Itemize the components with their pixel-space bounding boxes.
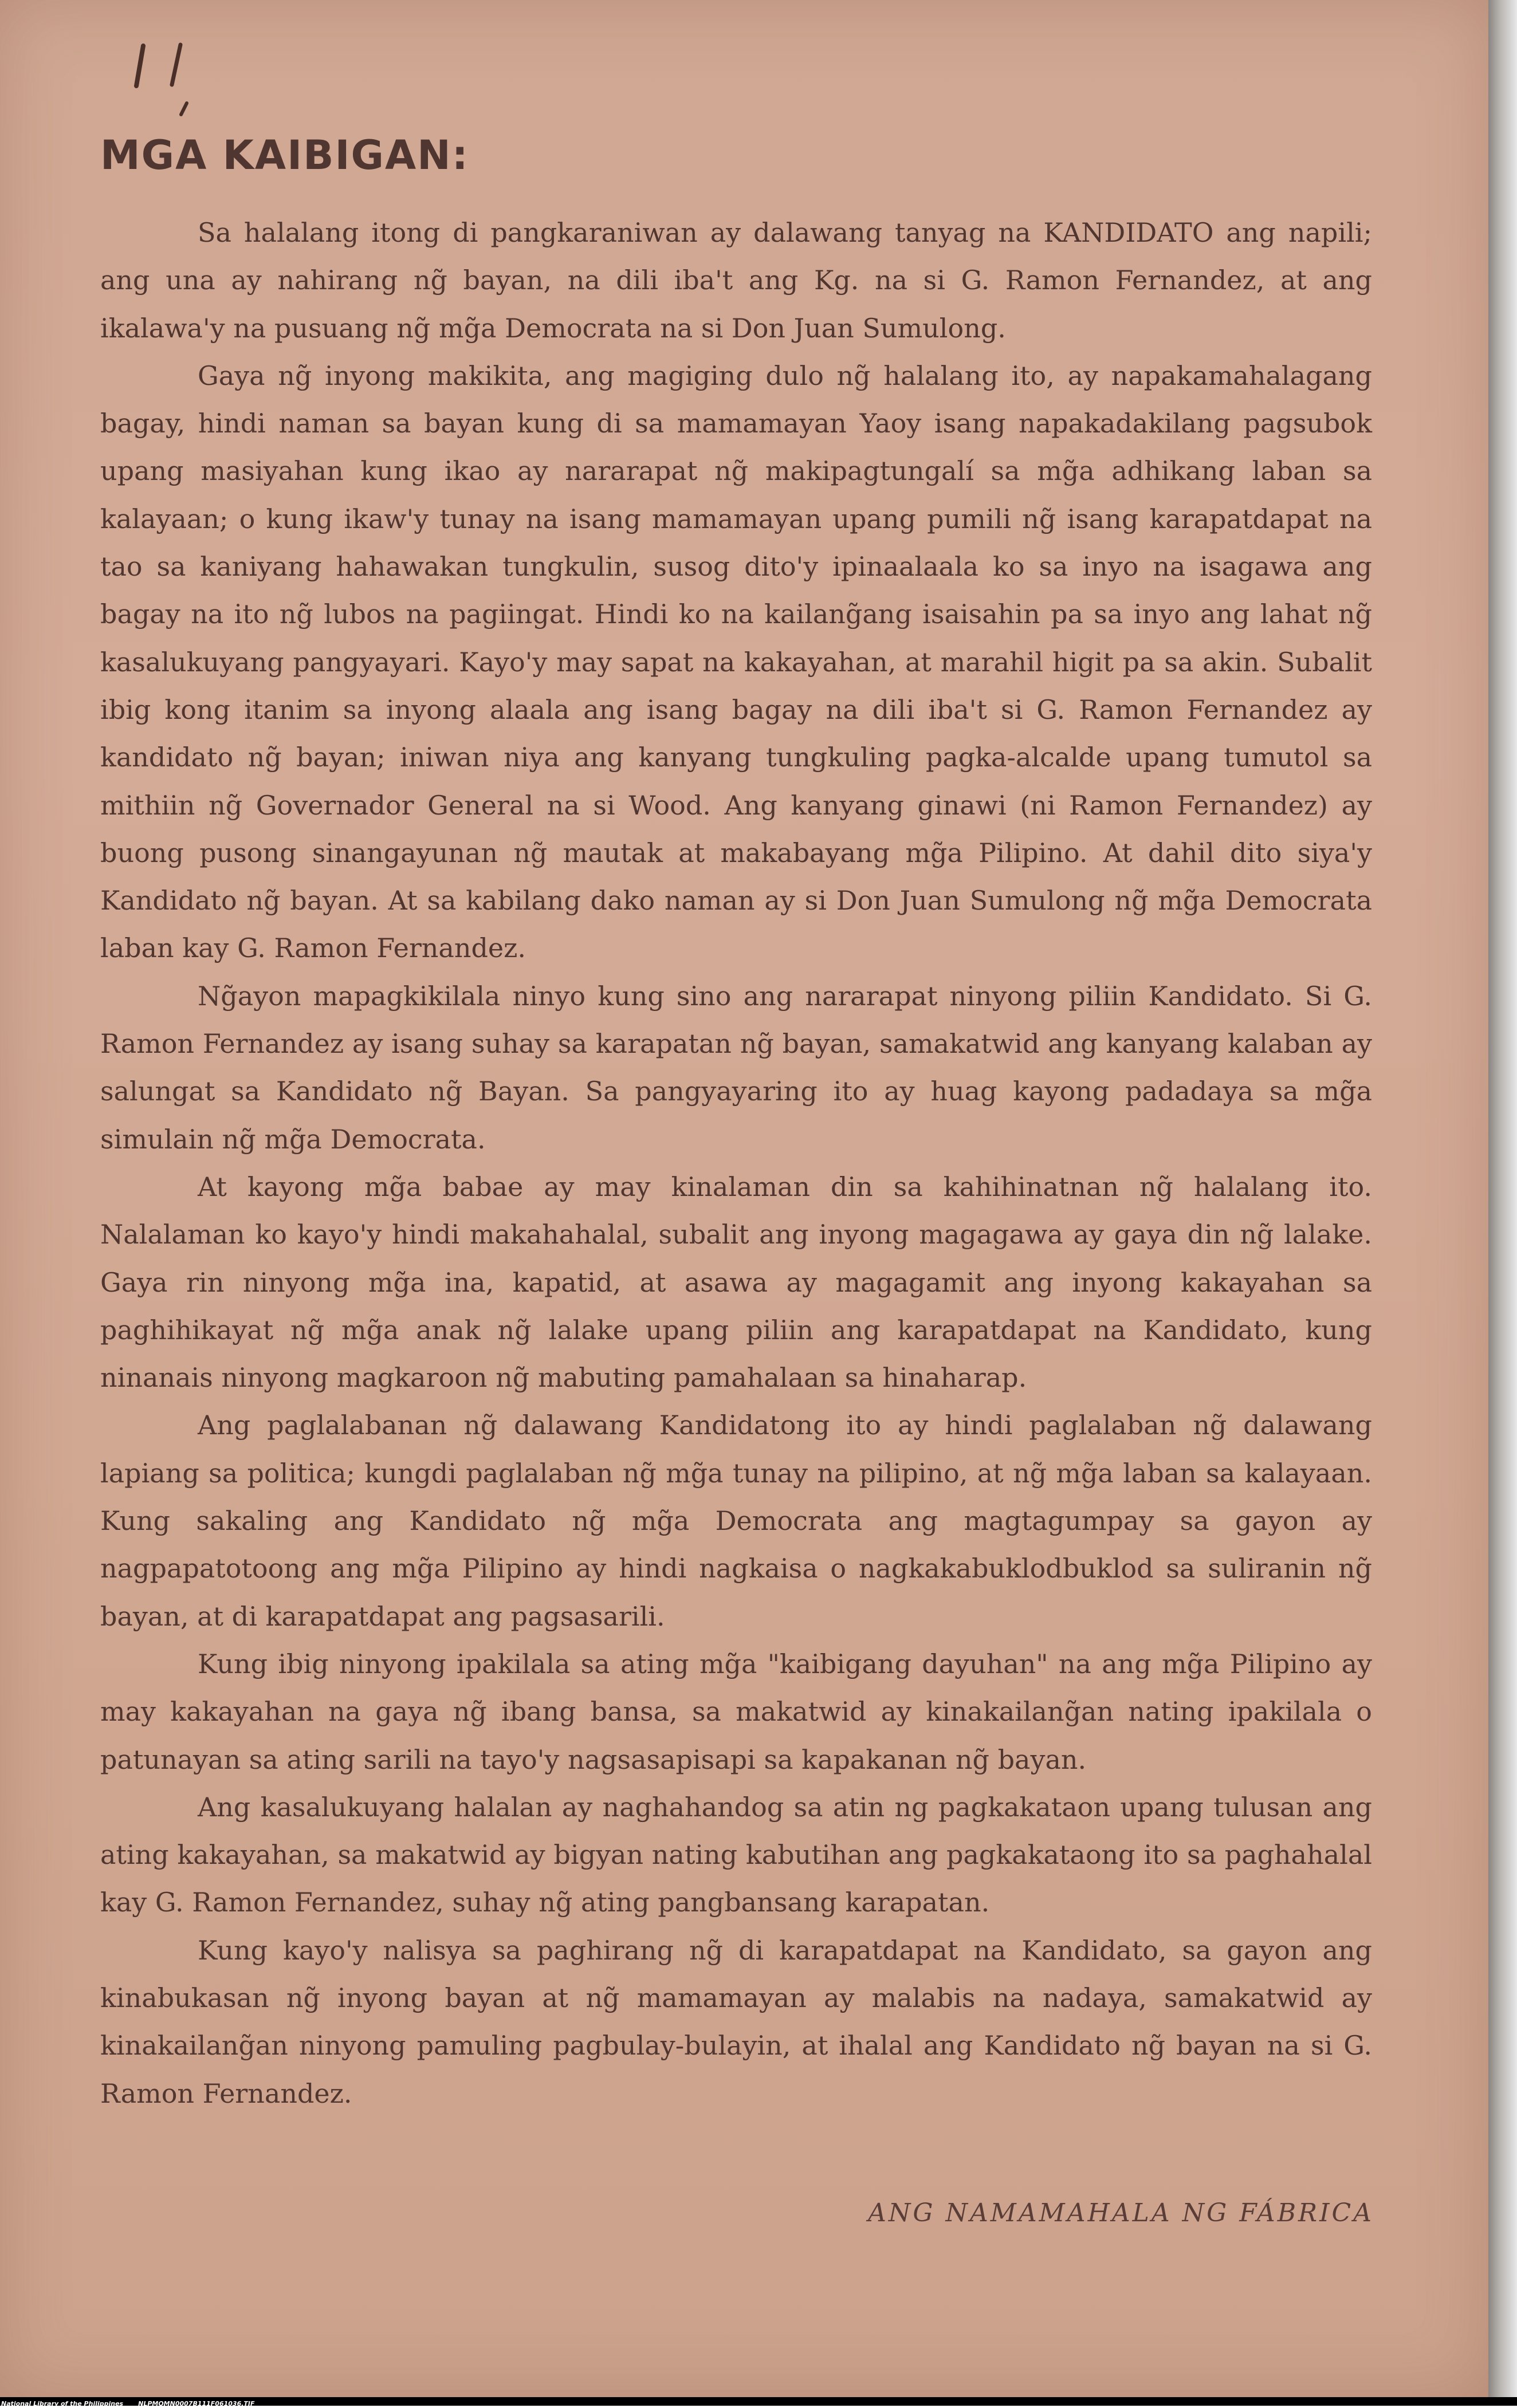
paragraph: Ng̃ayon mapagkikilala ninyo kung sino ang nararapat ninyong piliin Kandidato. Si G. Ramon Fernandez ay isang suhay sa karapatan ng̃ bayan, samakatwid ang kanyang kalaban ay salungat sa Kandidato ng̃ Bayan. Sa pangyayaring ito ay huag kayong padadaya sa mg̃a simulain ng̃ mg̃a Democrata. <box>100 980 1372 1155</box>
paragraph: Sa halalang itong di pangkaraniwan ay dalawang tanyag na KANDIDATO ang napili; ang una ay nahirang ng̃ bayan, na dili iba't ang Kg. na si G. Ramon Fernandez, at ang ikalawa'y na pusuang ng̃ mg̃a Democrata na si Don Juan Sumulong. <box>100 217 1372 344</box>
scan-edge-shadow <box>1488 0 1517 2397</box>
signature-line: ANG NAMAMAHALA NG FÁBRICA <box>868 2198 1374 2228</box>
paragraph: At kayong mg̃a babae ay may kinalaman din sa kahihinatnan ng̃ halalang ito. Nalalaman ko kayo'y hindi makahahalal, subalit ang inyong magagawa ay gaya din ng̃ lalake. Gaya rin ninyong mg̃a ina, kapatid, at asawa ay magagamit ang inyong kakayahan sa paghihikayat ng̃ mg̃a anak ng̃ lalake upang piliin ang karapatdapat na Kandidato, kung ninanais ninyong magkaroon ng̃ mabuting pamahalaan sa hinaharap. <box>100 1171 1372 1394</box>
paragraph: Kung ibig ninyong ipakilala sa ating mg̃a "kaibigang dayuhan" na ang mg̃a Pilipino ay may kakayahan na gaya ng̃ ibang bansa, sa makatwid ay kinakailang̃an nating ipakilala o patunayan sa ating sarili na tayo'y nagsasapisapi sa kapakanan ng̃ bayan. <box>100 1648 1372 1775</box>
footer-library-name: National Library of the Philippines <box>1 2400 124 2407</box>
footer-file-code: NLPMQMN0007B111F061036.TIF <box>138 2400 255 2407</box>
letter-body <box>100 209 1372 2118</box>
paragraph: Ang paglalabanan ng̃ dalawang Kandidatong ito ay hindi paglalaban ng̃ dalawang lapiang sa politica; kungdi paglalaban ng̃ mg̃a tunay na pilipino, at ng̃ mg̃a laban sa kalayaan. Kung sakaling ang Kandidato ng̃ mg̃a Democrata ang magtagumpay sa gayon ay nagpapatotoong ang mg̃a Pilipino ay hindi nagkaisa o nagkakabuklodbuklod sa suliranin ng̃ bayan, at di karapatdapat ang pagsasarili. <box>100 1410 1372 1632</box>
paragraph: Gaya ng̃ inyong makikita, ang magiging dulo ng̃ halalang ito, ay napakamahalagang bagay, hindi naman sa bayan kung di sa mamamayan Yaoy isang napakadakilang pagsubok upang masiyahan kung ikao ay nararapat ng̃ makipagtungalí sa mg̃a adhikang laban sa kalayaan; o kung ikaw'y tunay na isang mamamayan upang pumili ng̃ isang karapatdapat na tao sa kaniyang hahawakan tungkulin, susog dito'y ipinaalaala ko sa inyo na isagawa ang bagay na ito ng̃ lubos na pagiingat. Hindi ko na kailang̃ang isaisahin pa sa inyo ang lahat ng̃ kasalukuyang pangyayari. Kayo'y may sapat na kakayahan, at marahil higit pa sa akin. Subalit ibig kong itanim sa inyong alaala ang isang bagay na dili iba't si G. Ramon Fernandez ay kandidato ng̃ bayan; iniwan niya ang kanyang tungkuling pagka-alcalde upang tumutol sa mithiin ng̃ Governador General na si Wood. Ang kanyang ginawi (ni Ramon Fernandez) ay buong pusong sinangayunan ng̃ mautak at makabayang mg̃a Pilipino. At dahil dito siya'y Kandidato ng̃ bayan. At sa kabilang dako naman ay si Don Juan Sumulong ng̃ mg̃a Democrata laban kay G. Ramon Fernandez. <box>100 360 1372 964</box>
pen-marks <box>126 23 252 126</box>
page-title: MGA KAIBIGAN: <box>100 132 469 179</box>
scan-footer <box>0 2397 1517 2406</box>
paragraph: Ang kasalukuyang halalan ay naghahandog sa atin ng pagkakataon upang tulusan ang ating kakayahan, sa makatwid ay bigyan nating kabutihan ang pagkakataong ito sa paghahalal kay G. Ramon Fernandez, suhay ng̃ ating pangbansang karapatan. <box>100 1791 1372 1918</box>
paragraph: Kung kayo'y nalisya sa paghirang ng̃ di karapatdapat na Kandidato, sa gayon ang kinabukasan ng̃ inyong bayan at ng̃ mamamayan ay malabis na nadaya, samakatwid ay kinakailang̃an ninyong pamuling pagbulay-bulayin, at ihalal ang Kandidato ng̃ bayan na si G. Ramon Fernandez. <box>100 1934 1372 2109</box>
